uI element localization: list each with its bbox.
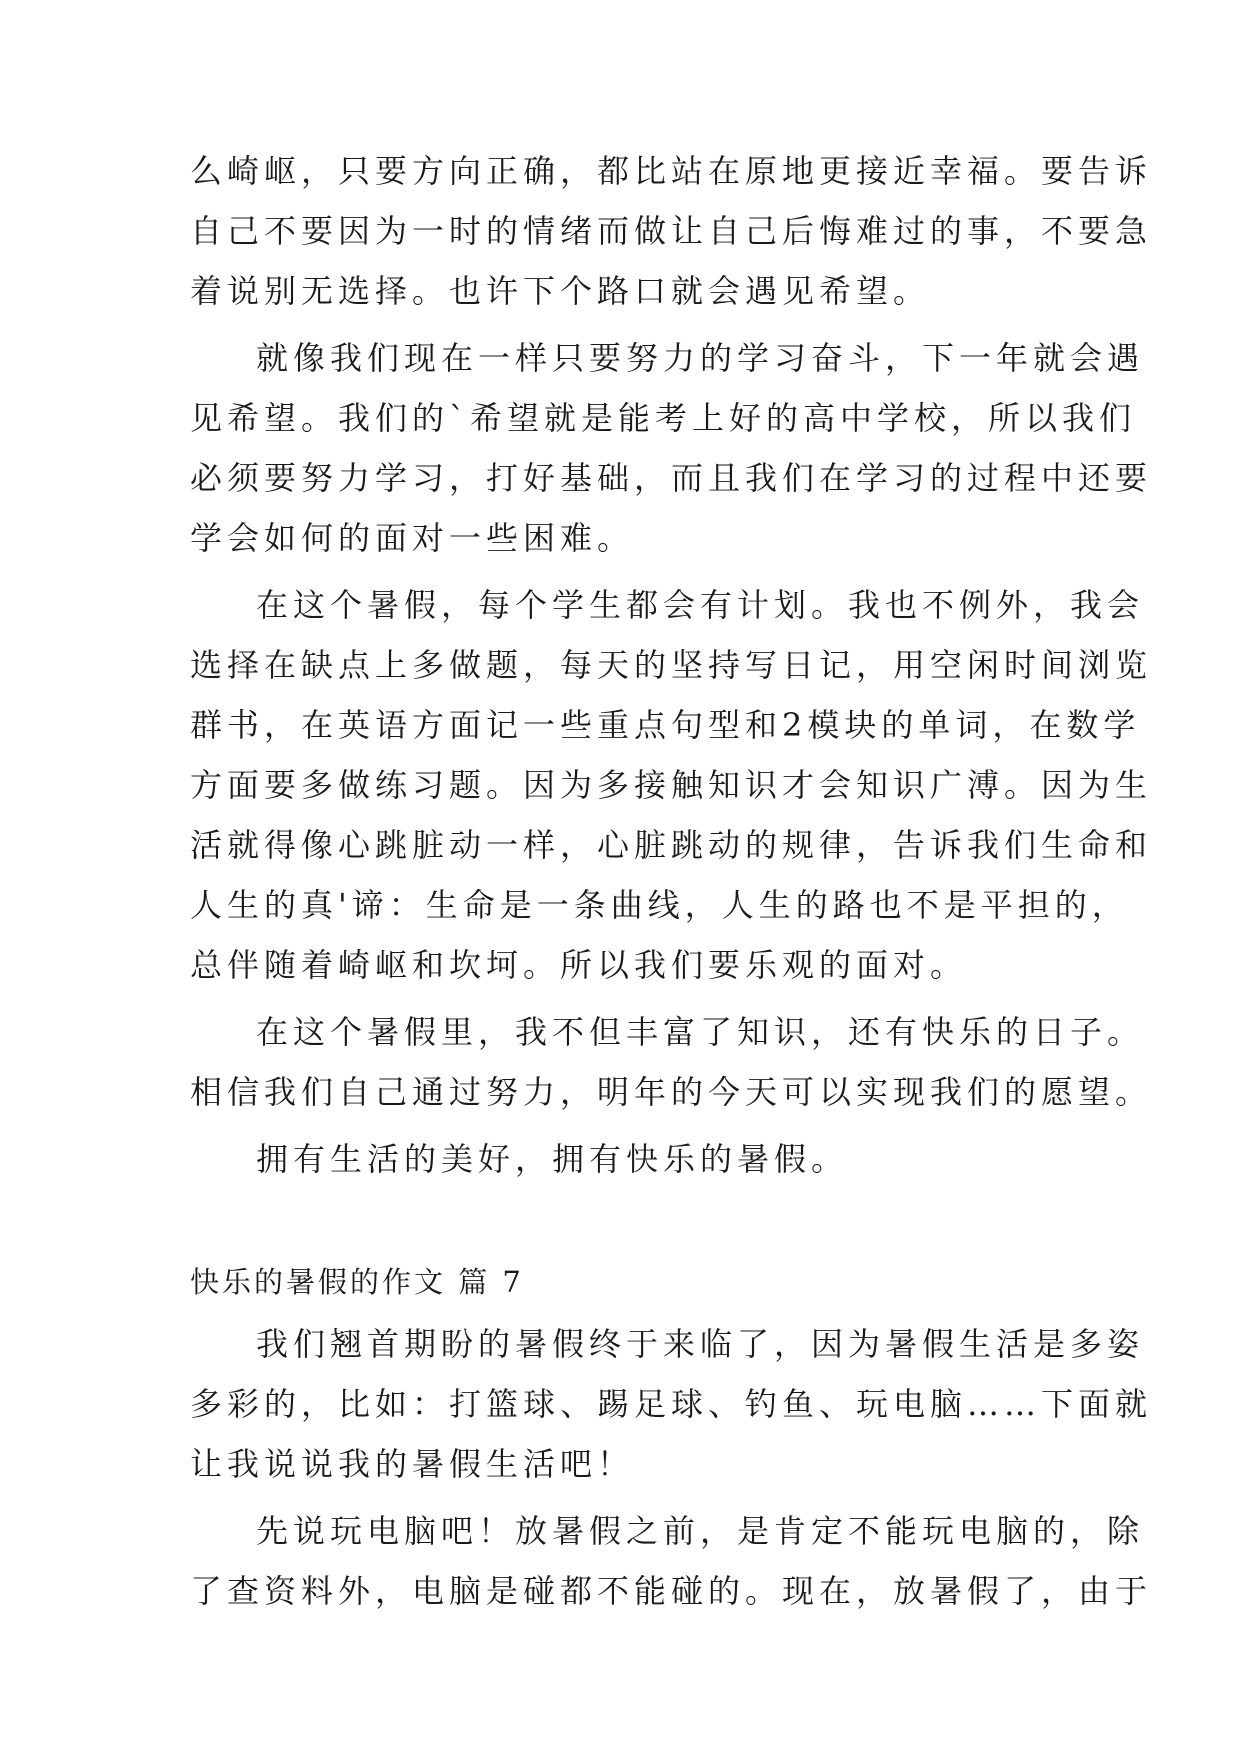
paragraph-first-line: 我们翘首期盼的暑假终于来临了，因为暑假生活是多姿: [256, 1325, 1145, 1363]
paragraph-first-line: 就像我们现在一样只要努力的学习奋斗，下一年就会遇: [256, 339, 1145, 377]
text-line: 让我说说我的暑假生活吧！: [190, 1445, 635, 1483]
paragraph-first-line: 先说玩电脑吧！放暑假之前，是肯定不能玩电脑的，除: [256, 1512, 1145, 1550]
text-line: 活就得像心跳脏动一样，心脏跳动的规律，告诉我们生命和: [190, 826, 1153, 864]
text-line: 选择在缺点上多做题，每天的坚持写日记，用空闲时间浏览: [190, 646, 1153, 684]
paragraph-first-line: 在这个暑假，每个学生都会有计划。我也不例外，我会: [256, 586, 1145, 624]
text-line: 着说别无选择。也许下个路口就会遇见希望。: [190, 272, 931, 310]
text-line: 了查资料外，电脑是碰都不能碰的。现在，放暑假了，由于: [190, 1572, 1153, 1610]
text-line: 人生的真'谛：生命是一条曲线，人生的路也不是平担的，: [190, 886, 1129, 924]
text-line: 必须要努力学习，打好基础，而且我们在学习的过程中还要: [190, 459, 1153, 497]
section-heading: 快乐的暑假的作文 篇 7: [190, 1265, 524, 1299]
text-line: 总伴随着崎岖和坎坷。所以我们要乐观的面对。: [190, 946, 968, 984]
text-line: 自己不要因为一时的情绪而做让自己后悔难过的事，不要急: [190, 212, 1153, 250]
text-line: 多彩的，比如：打篮球、踢足球、钓鱼、玩电脑……下面就: [190, 1385, 1153, 1423]
text-line: 么崎岖，只要方向正确，都比站在原地更接近幸福。要告诉: [190, 152, 1153, 190]
text-line: 群书，在英语方面记一些重点句型和2模块的单词，在数学: [190, 706, 1141, 744]
text-line: 见希望。我们的`希望就是能考上好的高中学校，所以我们: [190, 399, 1137, 437]
paragraph-first-line: 在这个暑假里，我不但丰富了知识，还有快乐的日子。: [256, 1013, 1145, 1051]
text-line: 学会如何的面对一些困难。: [190, 519, 635, 557]
text-line: 相信我们自己通过努力，明年的今天可以实现我们的愿望。: [190, 1073, 1153, 1111]
text-line: 方面要多做练习题。因为多接触知识才会知识广溥。因为生: [190, 766, 1153, 804]
paragraph-first-line: 拥有生活的美好，拥有快乐的暑假。: [256, 1140, 849, 1178]
